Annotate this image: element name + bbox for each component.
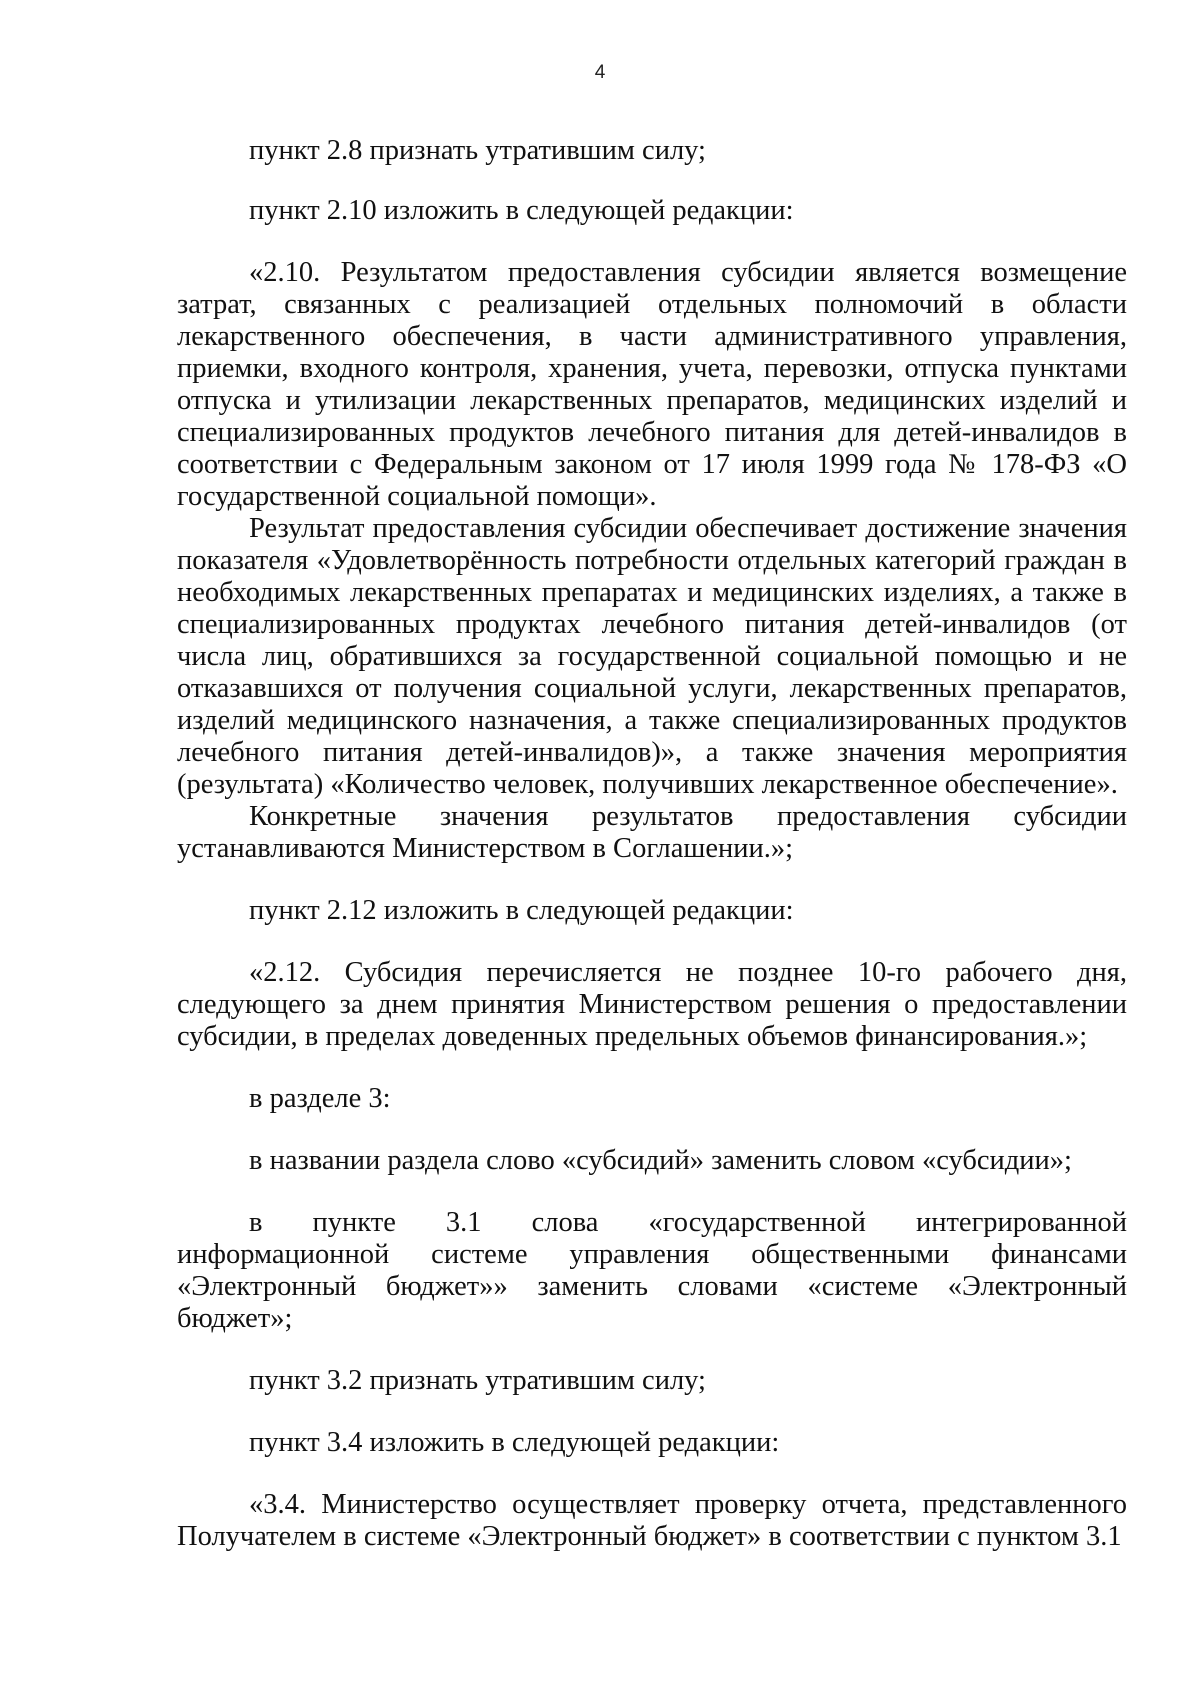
- paragraph-2-10-values: Конкретные значения результатов предоставления субсидии устанавливаются Министерством в Соглашении.»;: [177, 801, 1127, 864]
- paragraph-2-8-repeal: пункт 2.8 признать утратившим силу;: [249, 135, 706, 166]
- paragraph-3-4-intro: пункт 3.4 изложить в следующей редакции:: [249, 1427, 780, 1458]
- paragraph-3-2-repeal: пункт 3.2 признать утратившим силу;: [249, 1365, 706, 1396]
- paragraph-2-12-intro: пункт 2.12 изложить в следующей редакции:: [249, 895, 794, 926]
- paragraph-3-1: в пункте 3.1 слова «государственной интегрированной информационной системе управления общественными финансами «Электронный бюджет»» заменить словами «системе «Электронный бюджет»;: [177, 1207, 1127, 1334]
- paragraph-2-10-intro: пункт 2.10 изложить в следующей редакции:: [249, 195, 794, 226]
- paragraph-2-10-result: Результат предоставления субсидии обеспечивает достижение значения показателя «Удовлетворённость потребности отдельных категорий граждан в необходимых лекарственных препаратах и медицинских изделиях, а также в специализированных продуктах лечебного питания детей-инвалидов (от числа лиц, обратившихся за государственной социальной помощью и не отказавшихся от получения социальной услуги, лекарственных препаратов, изделий медицинского назначения, а также специализированных продуктов лечебного питания детей-инвалидов)», а также значения мероприятия (результата) «Количество человек, получивших лекарственное обеспечение».: [177, 513, 1127, 800]
- page-number: 4: [594, 62, 606, 83]
- paragraph-section-3: в разделе 3:: [249, 1083, 391, 1114]
- paragraph-3-4-text: «3.4. Министерство осуществляет проверку отчета, представленного Получателем в системе «Электронный бюджет» в соответствии с пунктом 3.1: [177, 1489, 1127, 1552]
- paragraph-2-10-text: «2.10. Результатом предоставления субсидии является возмещение затрат, связанных с реализацией отдельных полномочий в области лекарственного обеспечения, в части административного управления, приемки, входного контроля, хранения, учета, перевозки, отпуска пунктами отпуска и утилизации лекарственных препаратов, медицинских изделий и специализированных продуктов лечебного питания для детей-инвалидов в соответствии с Федеральным законом от 17 июля 1999 года № 178-ФЗ «О государственной социальной помощи».: [177, 257, 1127, 512]
- paragraph-2-12-text: «2.12. Субсидия перечисляется не позднее 10-го рабочего дня, следующего за днем принятия Министерством решения о предоставлении субсидии, в пределах доведенных предельных объемов финансирования.»;: [177, 957, 1127, 1052]
- document-body: [177, 135, 1127, 1553]
- paragraph-section-3-title: в названии раздела слово «субсидий» заменить словом «субсидии»;: [249, 1145, 1072, 1176]
